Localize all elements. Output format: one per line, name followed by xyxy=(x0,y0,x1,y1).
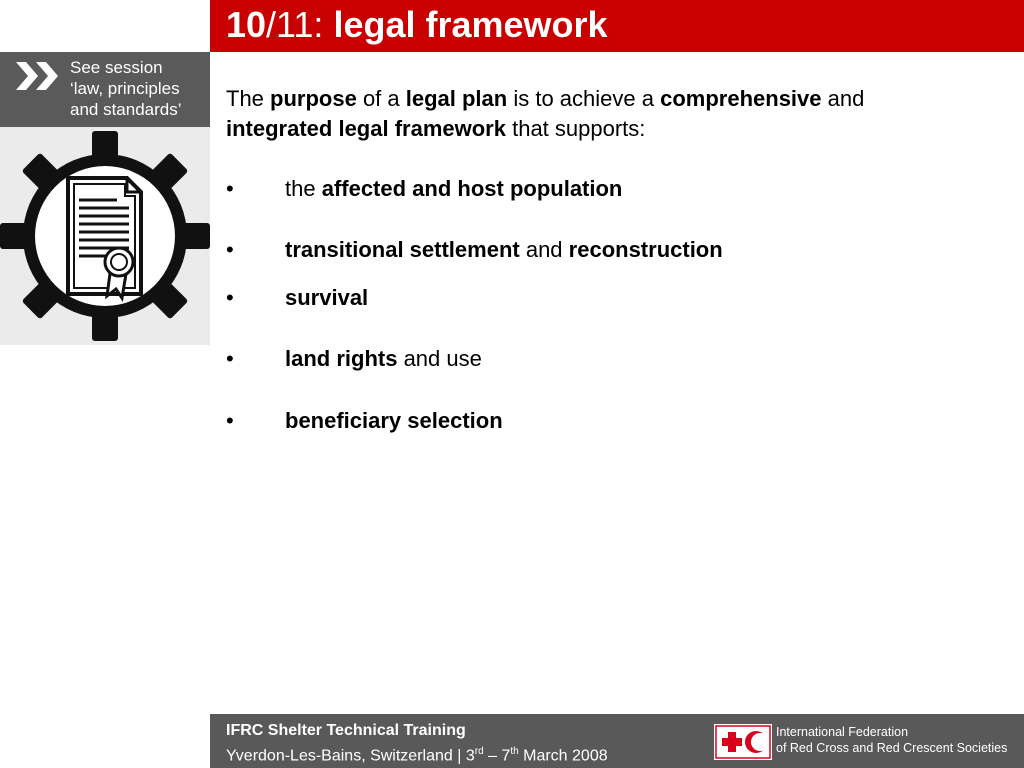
slide-number: 10 xyxy=(226,4,267,45)
footer xyxy=(210,714,1024,768)
see-session-line-2: ‘law, principles xyxy=(70,79,180,98)
gear-certificate-icon xyxy=(0,127,210,345)
intro-text-1: The xyxy=(226,86,271,111)
intro-text-4: and xyxy=(821,86,865,111)
bullet-bold: beneficiary selection xyxy=(285,408,503,433)
footer-date-tail: March 2008 xyxy=(518,747,608,765)
slide-heading: legal framework xyxy=(333,4,608,45)
footer-sup-1: rd xyxy=(474,746,484,757)
bullet-bold: survival xyxy=(285,285,369,310)
footer-dash: – 7 xyxy=(483,747,511,765)
footer-location: Yverdon-Les-Bains, Switzerland | 3 xyxy=(226,747,475,765)
intro-bold-comprehensive: comprehensive xyxy=(660,86,822,111)
org-line-2: of Red Cross and Red Crescent Societies xyxy=(776,741,1008,755)
title-bar xyxy=(210,0,1024,52)
bullet-dot: • xyxy=(226,237,234,262)
red-cross-red-crescent-logo-icon xyxy=(714,724,772,760)
see-session-line-3: and standards’ xyxy=(70,100,182,119)
intro-bold-legal-plan: legal plan xyxy=(405,86,508,111)
bullet-dot: • xyxy=(226,176,234,201)
bullet-text: and xyxy=(519,237,569,262)
intro-text-2: of a xyxy=(356,86,406,111)
slide-title xyxy=(226,5,608,45)
intro-bold-purpose: purpose xyxy=(270,86,357,111)
footer-location-date xyxy=(226,741,608,767)
footer-organization xyxy=(776,724,1007,756)
intro-bold-integrated: integrated legal framework xyxy=(226,116,506,141)
bullet-text: and use xyxy=(397,346,482,371)
main-content xyxy=(226,84,1016,433)
see-session-box xyxy=(0,52,210,127)
org-line-1: International Federation xyxy=(776,725,909,739)
footer-left xyxy=(226,721,608,767)
see-session-text xyxy=(70,57,210,120)
footer-sup-2: th xyxy=(510,746,519,757)
intro-paragraph xyxy=(226,84,1016,144)
bullet-bold: land rights xyxy=(285,346,398,371)
double-chevron-right-icon xyxy=(16,60,60,97)
bullet-dot: • xyxy=(226,346,234,371)
footer-title: IFRC Shelter Technical Training xyxy=(226,722,466,739)
bullet-dot: • xyxy=(226,285,234,310)
see-session-line-1: See session xyxy=(70,58,163,77)
intro-text-3: is to achieve a xyxy=(507,86,661,111)
intro-text-5: that supports: xyxy=(505,116,646,141)
bullet-bold: transitional settlement xyxy=(285,237,520,262)
bullet-text: the xyxy=(285,176,322,201)
bullet-bold: affected and host population xyxy=(321,176,623,201)
bullet-dot: • xyxy=(226,408,234,433)
gear-illustration xyxy=(0,127,210,345)
bullet-bold-2: reconstruction xyxy=(568,237,723,262)
slide-total: /11: xyxy=(266,4,324,45)
